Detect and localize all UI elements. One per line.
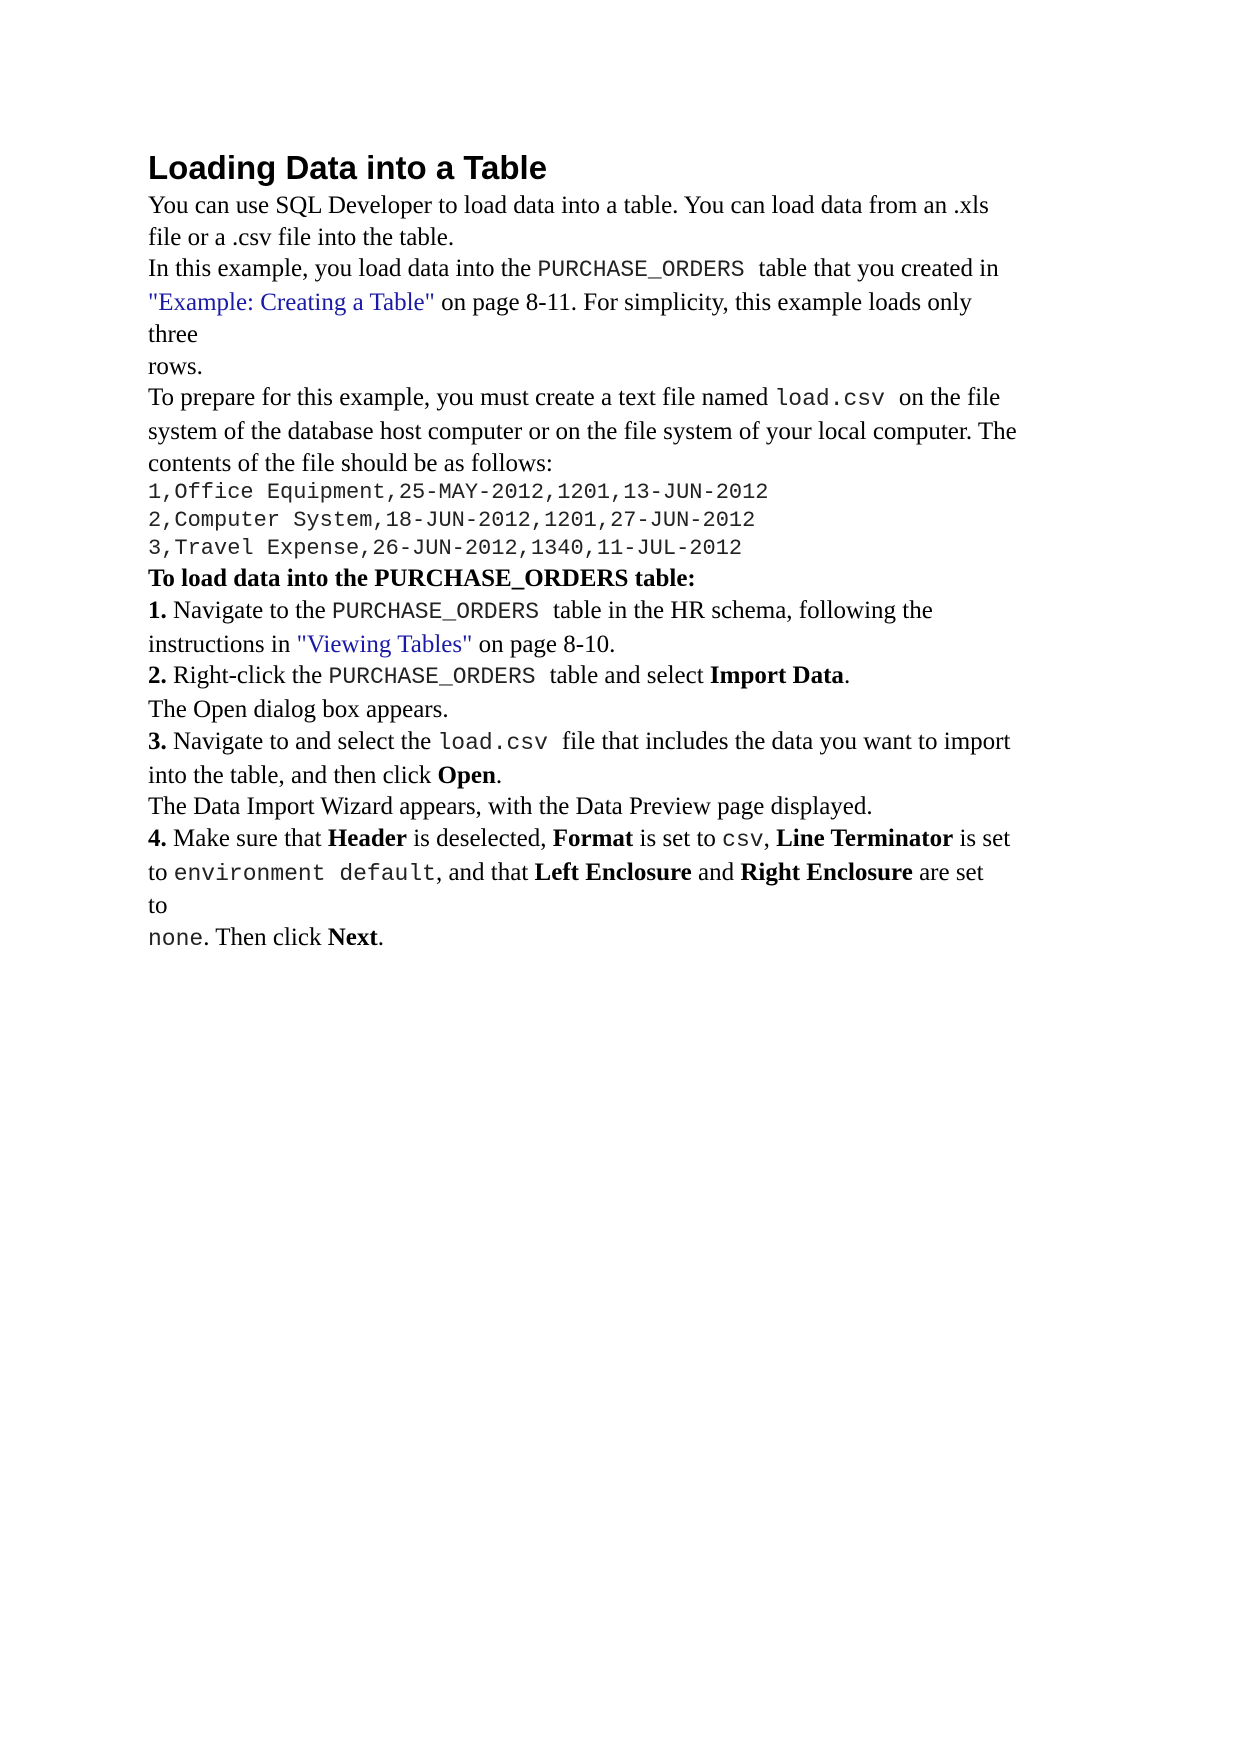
- procedure-heading: To load data into the PURCHASE_ORDERS table:: [148, 565, 696, 593]
- text: on page 8-10.: [478, 630, 616, 658]
- prepare-line-3: contents of the file should be as follows:: [148, 449, 553, 477]
- code-purchase-orders: PURCHASE_ORDERS: [537, 257, 745, 284]
- step-1-line-1: [148, 595, 1108, 629]
- bold-term: Format: [552, 824, 634, 852]
- step-number: 2.: [148, 662, 167, 690]
- intro-line-1: You can use SQL Developer to load data into a table. You can load data from an .xls: [148, 192, 989, 219]
- text: and: [697, 858, 735, 886]
- bold-term: Right Enclosure: [740, 858, 913, 886]
- csv-line-1: 1,Office Equipment,25-MAY-2012,1201,13-JUN-2012: [148, 480, 769, 506]
- text: In this example, you load data into the: [148, 255, 532, 283]
- code-none: none: [148, 926, 204, 953]
- text: to: [148, 858, 168, 886]
- step-number: 3.: [148, 727, 167, 755]
- text: .: [495, 761, 503, 789]
- text: on the file: [898, 384, 1001, 412]
- document-page: [148, 148, 1108, 956]
- text: is set: [959, 824, 1011, 852]
- step-4-line-3: to: [148, 892, 168, 920]
- code-load-csv: load.csv: [437, 729, 548, 756]
- text: Make sure that: [173, 824, 322, 852]
- prepare-line-2: system of the database host computer or on the file system of your local computer. The: [148, 417, 1017, 445]
- text: Right-click the: [173, 662, 323, 690]
- text: . Then click: [203, 924, 322, 952]
- code-environment-default: environment default: [173, 860, 436, 887]
- example-line-2: [148, 287, 1108, 319]
- text: ,: [763, 824, 770, 852]
- step-number: 4.: [148, 824, 167, 852]
- example-line-3: three: [148, 320, 198, 348]
- example-line-4: rows.: [148, 352, 203, 380]
- code-load-csv: load.csv: [774, 386, 885, 413]
- step-1-line-2: [148, 629, 1108, 661]
- step-number: 1.: [148, 597, 167, 625]
- code-csv: csv: [722, 826, 764, 853]
- step-2-line-1: [148, 660, 1108, 694]
- text: table in the HR schema, following the: [553, 597, 933, 625]
- prepare-line-1: [148, 382, 1108, 416]
- text: table and select: [549, 662, 704, 690]
- text: .: [843, 662, 851, 690]
- code-purchase-orders: PURCHASE_ORDERS: [328, 664, 536, 691]
- bold-term: Import Data: [709, 662, 844, 690]
- step-4-line-1: [148, 823, 1108, 857]
- bold-term: Left Enclosure: [534, 858, 692, 886]
- page-title: Loading Data into a Table: [148, 149, 548, 186]
- step-4-line-4: [148, 922, 1108, 956]
- step-2-line-2: The Open dialog box appears.: [148, 696, 449, 724]
- step-3-line-1: [148, 726, 1108, 760]
- text: Navigate to and select the: [173, 727, 432, 755]
- text: To prepare for this example, you must create a text file named: [148, 384, 769, 412]
- text: are set: [919, 858, 984, 886]
- text: .: [377, 924, 384, 952]
- code-purchase-orders: PURCHASE_ORDERS: [331, 599, 540, 626]
- csv-line-2: 2,Computer System,18-JUN-2012,1201,27-JUN-2012: [148, 508, 756, 534]
- bold-term: Header: [327, 824, 407, 852]
- text: instructions in: [148, 630, 291, 658]
- text: is set to: [639, 824, 716, 852]
- link-example-creating-table[interactable]: "Example: Creating a Table": [148, 289, 435, 317]
- text: table that you created in: [758, 255, 999, 283]
- step-3-line-3: The Data Import Wizard appears, with the Data Preview page displayed.: [148, 793, 873, 821]
- text: is deselected,: [413, 824, 547, 852]
- example-line-1: [148, 253, 1108, 287]
- csv-line-3: 3,Travel Expense,26-JUN-2012,1340,11-JUL-2012: [148, 536, 743, 562]
- text: , and that: [435, 858, 529, 886]
- step-3-line-2: [148, 760, 1108, 792]
- link-viewing-tables[interactable]: "Viewing Tables": [296, 630, 473, 658]
- bold-term: Line Terminator: [776, 824, 954, 852]
- intro-line-2: file or a .csv file into the table.: [148, 223, 455, 251]
- text: Navigate to the: [173, 597, 326, 625]
- step-4-line-2: [148, 857, 1108, 891]
- text: on page 8-11. For simplicity, this example loads only: [441, 289, 972, 317]
- text: file that includes the data you want to import: [561, 727, 1011, 755]
- text: into the table, and then click: [148, 761, 432, 789]
- bold-term: Open: [437, 761, 496, 789]
- bold-term: Next: [327, 924, 378, 952]
